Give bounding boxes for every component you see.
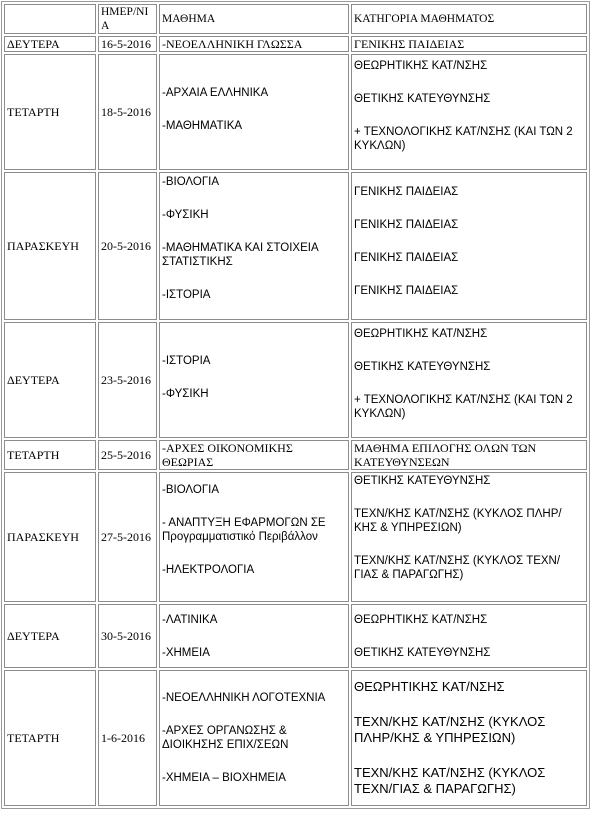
subject-item: -ΒΙΟΛΟΓΙΑ: [162, 484, 220, 496]
category-item: ΘΕΩΡΗΤΙΚΗΣ ΚΑΤ/ΝΣΗΣ: [354, 328, 488, 340]
day-cell: ΤΕΤΑΡΤΗ: [4, 440, 96, 470]
category-item: ΤΕΧΝ/ΚΗΣ ΚΑΤ/ΝΣΗΣ (ΚΥΚΛΟΣ ΤΕΧΝ/ΓΙΑΣ & ΠΑΡΑΓΩΓΗΣ): [354, 765, 546, 796]
subject-item: -ΑΡΧΕΣ ΟΡΓΑΝΩΣΗΣ & ΔΙΟΙΚΗΣΗΣ ΕΠΙΧ/ΣΕΩΝ: [162, 725, 289, 751]
table-row: [4, 172, 587, 320]
table-row: [4, 54, 587, 170]
category-cell: [351, 36, 587, 52]
table-row: [4, 322, 587, 438]
subject-item: -ΧΗΜΕΙΑ – ΒΙΟΧΗΜΕΙΑ: [162, 772, 286, 784]
date-cell: 1-6-2016: [98, 670, 157, 806]
category-cell: [351, 604, 587, 668]
table-row: [4, 440, 587, 470]
date-cell: 30-5-2016: [98, 604, 157, 668]
header-category: ΚΑΤΗΓΟΡΙΑ ΜΑΘΗΜΑΤΟΣ: [351, 4, 587, 34]
category-item: ΓΕΝΙΚΗΣ ΠΑΙΔΕΙΑΣ: [354, 251, 459, 264]
day-cell: ΔΕΥΤΕΡΑ: [4, 604, 96, 668]
subject-cell: [159, 54, 349, 170]
table-row: [4, 604, 587, 668]
category-item: ΓΕΝΙΚΗΣ ΠΑΙΔΕΙΑΣ: [354, 218, 459, 231]
date-cell: 23-5-2016: [98, 322, 157, 438]
exam-schedule-table: [1, 1, 590, 809]
subject-item: -ΧΗΜΕΙΑ: [162, 646, 210, 659]
subject-cell: [159, 172, 349, 320]
category-cell: [351, 472, 587, 602]
category-item: ΤΕΧΝ/ΚΗΣ ΚΑΤ/ΝΣΗΣ (ΚΥΚΛΟΣ ΠΛΗΡ/ΚΗΣ & ΥΠΗΡΕΣΙΩΝ): [354, 714, 546, 745]
day-cell: ΠΑΡΑΣΚΕΥΗ: [4, 172, 96, 320]
category-item: ΘΕΩΡΗΤΙΚΗΣ ΚΑΤ/ΝΣΗΣ: [354, 613, 488, 626]
day-cell: ΤΕΤΑΡΤΗ: [4, 670, 96, 806]
subject-cell: [159, 604, 349, 668]
subject-item: -ΜΑΘΗΜΑΤΙΚΑ: [162, 119, 243, 132]
category-item: ΓΕΝΙΚΗΣ ΠΑΙΔΕΙΑΣ: [354, 284, 459, 297]
header-date: ΗΜΕΡ/ΝΙΑ: [98, 4, 157, 34]
category-item: ΘΕΤΙΚΗΣ ΚΑΤΕΥΘΥΝΣΗΣ: [354, 361, 491, 373]
category-item: ΘΕΤΙΚΗΣ ΚΑΤΕΥΘΥΝΣΗΣ: [354, 93, 491, 105]
category-cell: [351, 54, 587, 170]
header-row: [4, 4, 587, 34]
table-row: [4, 472, 587, 602]
subject-cell: [159, 472, 349, 602]
date-cell: 20-5-2016: [98, 172, 157, 320]
subject-item: -ΗΛΕΚΤΡΟΛΟΓΙΑ: [162, 564, 255, 576]
category-item: ΓΕΝΙΚΗΣ ΠΑΙΔΕΙΑΣ: [354, 185, 459, 198]
subject-item: - ΑΝΑΠΤΥΞΗ ΕΦΑΡΜΟΓΩΝ ΣΕ Προγραμματιστικό Περιβάλλον: [162, 517, 326, 543]
subject-item: -ΝΕΟΕΛΛΗΝΙΚΗ ΓΛΩΣΣΑ: [162, 37, 303, 51]
subject-item: -ΙΣΤΟΡΙΑ: [162, 354, 211, 367]
day-cell: ΔΕΥΤΕΡΑ: [4, 322, 96, 438]
header-day: [4, 4, 96, 34]
category-cell: [351, 172, 587, 320]
date-cell: 18-5-2016: [98, 54, 157, 170]
subject-cell: [159, 322, 349, 438]
category-cell: [351, 670, 587, 806]
category-item: ΓΕΝΙΚΗΣ ΠΑΙΔΕΙΑΣ: [354, 37, 465, 51]
subject-cell: [159, 670, 349, 806]
date-cell: 16-5-2016: [98, 36, 157, 52]
category-item: ΘΕΩΡΗΤΙΚΗΣ ΚΑΤ/ΝΣΗΣ: [354, 60, 488, 72]
subject-item: -ΑΡΧΑΙΑ ΕΛΛΗΝΙΚΑ: [162, 86, 269, 99]
category-cell: [351, 440, 587, 470]
subject-item: -ΦΥΣΙΚΗ: [162, 387, 209, 400]
category-item: ΘΕΩΡΗΤΙΚΗΣ ΚΑΤ/ΝΣΗΣ: [354, 679, 505, 694]
subject-item: -ΛΑΤΙΝΙΚΑ: [162, 613, 218, 626]
subject-cell: [159, 36, 349, 52]
subject-cell: [159, 440, 349, 470]
table-row: [4, 36, 587, 52]
day-cell: ΤΕΤΑΡΤΗ: [4, 54, 96, 170]
category-item: ΜΑΘΗΜΑ ΕΠΙΛΟΓΗΣ ΟΛΩΝ ΤΩΝ ΚΑΤΕΥΘΥΝΣΕΩΝ: [354, 441, 537, 469]
subject-item: -ΙΣΤΟΡΙΑ: [162, 289, 211, 301]
category-item: + ΤΕΧΝΟΛΟΓΙΚΗΣ ΚΑΤ/ΝΣΗΣ (ΚΑΙ ΤΩΝ 2 ΚΥΚΛΩΝ): [354, 126, 573, 152]
day-cell: ΠΑΡΑΣΚΕΥΗ: [4, 472, 96, 602]
category-item: + ΤΕΧΝΟΛΟΓΙΚΗΣ ΚΑΤ/ΝΣΗΣ (ΚΑΙ ΤΩΝ 2 ΚΥΚΛΩΝ): [354, 394, 573, 420]
date-cell: 25-5-2016: [98, 440, 157, 470]
subject-item: -ΜΑΘΗΜΑΤΙΚΑ ΚΑΙ ΣΤΟΙΧΕΙΑ ΣΤΑΤΙΣΤΙΚΗΣ: [162, 242, 318, 268]
day-cell: ΔΕΥΤΕΡΑ: [4, 36, 96, 52]
date-cell: 27-5-2016: [98, 472, 157, 602]
category-cell: [351, 322, 587, 438]
subject-item: -ΝΕΟΕΛΛΗΝΙΚΗ ΛΟΓΟΤΕΧΝΙΑ: [162, 692, 326, 704]
category-item: ΤΕΧΝ/ΚΗΣ ΚΑΤ/ΝΣΗΣ (ΚΥΚΛΟΣ ΠΛΗΡ/ΚΗΣ & ΥΠΗΡΕΣΙΩΝ): [354, 508, 562, 534]
category-item: ΘΕΤΙΚΗΣ ΚΑΤΕΥΘΥΝΣΗΣ: [354, 475, 491, 487]
table-row: [4, 670, 587, 806]
subject-item: -ΑΡΧΕΣ ΟΙΚΟΝΟΜΙΚΗΣ ΘΕΩΡΙΑΣ: [162, 441, 293, 469]
subject-item: -ΒΙΟΛΟΓΙΑ: [162, 176, 220, 188]
header-subject: ΜΑΘΗΜΑ: [159, 4, 349, 34]
category-item: ΤΕΧΝ/ΚΗΣ ΚΑΤ/ΝΣΗΣ (ΚΥΚΛΟΣ ΤΕΧΝ/ΓΙΑΣ & ΠΑΡΑΓΩΓΗΣ): [354, 555, 561, 581]
subject-item: -ΦΥΣΙΚΗ: [162, 209, 209, 221]
category-item: ΘΕΤΙΚΗΣ ΚΑΤΕΥΘΥΝΣΗΣ: [354, 646, 491, 659]
